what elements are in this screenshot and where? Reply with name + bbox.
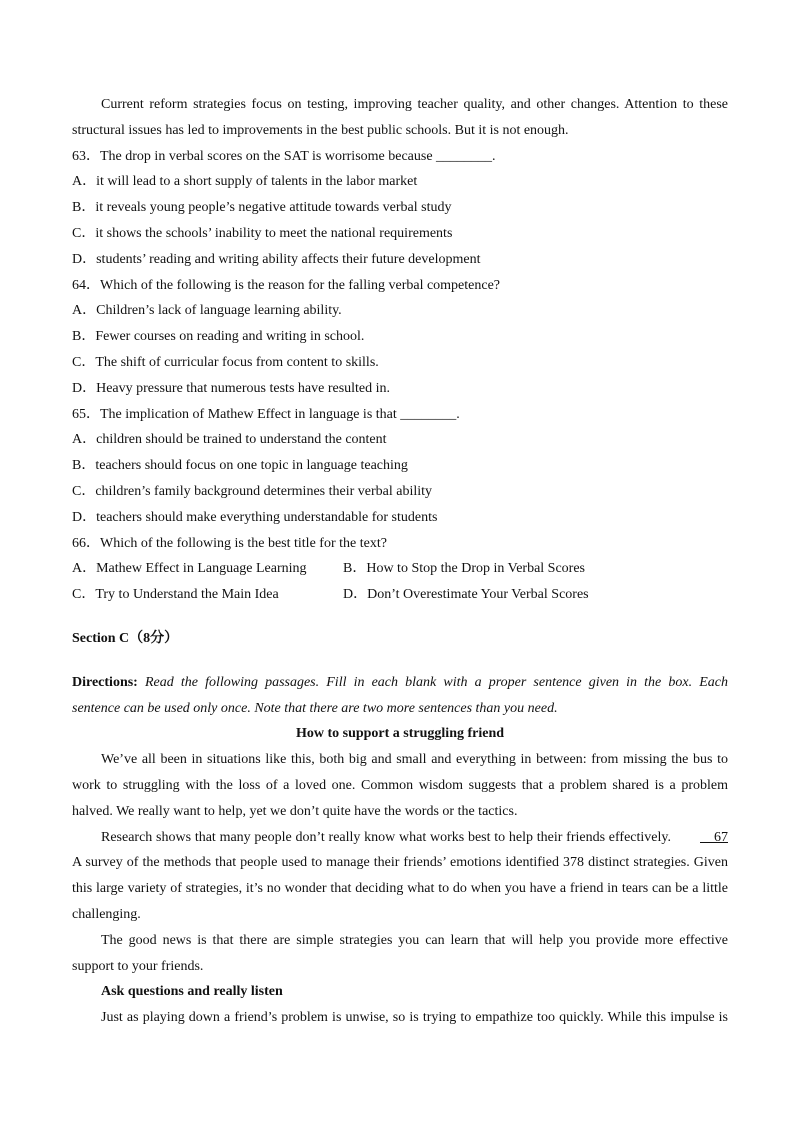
question-stem: 63．The drop in verbal scores on the SAT is worrisome because ________.	[72, 148, 496, 164]
passage-text: Research shows that many people don’t really know what works best to help their friends effectively.	[101, 829, 671, 845]
option-row	[72, 582, 728, 608]
blank-67[interactable]	[671, 825, 728, 851]
answer-option[interactable]: D．students’ reading and writing ability affects their future development	[72, 251, 481, 267]
passage-line: We’ve all been in situations like this, both big and small and everything in between: from missing the bus to	[101, 752, 728, 768]
passage-line: halved. We really want to help, yet we don’t quite have the words or the tactics.	[72, 803, 518, 819]
passage-line: Just as playing down a friend’s problem is unwise, so is trying to empathize too quickly. While this impulse is	[101, 1010, 728, 1026]
passage-line	[72, 825, 728, 851]
exam-page	[72, 92, 728, 1031]
directions-line	[72, 670, 728, 696]
answer-option[interactable]: B．Fewer courses on reading and writing in school.	[72, 329, 365, 345]
blank-number: 67	[714, 829, 728, 845]
question-stem: 65．The implication of Mathew Effect in language is that ________.	[72, 406, 460, 422]
passage-line: challenging.	[72, 906, 141, 922]
passage-line: support to your friends.	[72, 958, 204, 974]
answer-option[interactable]: C．children’s family background determines their verbal ability	[72, 483, 433, 499]
spacer	[72, 652, 728, 670]
passage-line: work to struggling with the loss of a loved one. Common wisdom suggests that a problem shared is a problem	[72, 777, 728, 793]
answer-option[interactable]: B．it reveals young people’s negative attitude towards verbal study	[72, 200, 452, 216]
answer-option[interactable]: A．Children’s lack of language learning ability.	[72, 303, 342, 319]
question-stem: 66．Which of the following is the best title for the text?	[72, 535, 387, 551]
passage-line: this large variety of strategies, it’s no wonder that deciding what to do when you have a friend in tears can be a little	[72, 881, 728, 897]
answer-option[interactable]: C．The shift of curricular focus from content to skills.	[72, 354, 379, 370]
passage-line: A survey of the methods that people used to manage their friends’ emotions identified 378 distinct strategies. Given	[72, 855, 728, 871]
answer-option[interactable]: D．teachers should make everything understandable for students	[72, 509, 438, 525]
section-heading: Section C（8分）	[72, 630, 179, 646]
directions-line: sentence can be used only once. Note that there are two more sentences than you need.	[72, 700, 558, 716]
passage-line: Current reform strategies focus on testing, improving teacher quality, and other changes. Attention to these	[101, 97, 728, 112]
answer-option[interactable]: C．Try to Understand the Main Idea	[72, 587, 279, 603]
answer-option[interactable]: A．it will lead to a short supply of talents in the labor market	[72, 174, 418, 190]
question-stem: 64．Which of the following is the reason for the falling verbal competence?	[72, 277, 501, 293]
answer-option[interactable]: C．it shows the schools’ inability to meet the national requirements	[72, 225, 453, 241]
answer-option[interactable]: B．teachers should focus on one topic in language teaching	[72, 458, 408, 474]
passage-line: structural issues has led to improvements in the best public schools. But it is not enough.	[72, 122, 569, 138]
answer-option[interactable]: B．How to Stop the Drop in Verbal Scores	[343, 561, 585, 577]
directions-text: Read the following passages. Fill in each blank with a proper sentence given in the box. Each	[137, 674, 728, 690]
passage-subheading: Ask questions and really listen	[101, 984, 283, 1000]
spacer	[72, 608, 728, 626]
answer-option[interactable]: D．Heavy pressure that numerous tests have resulted in.	[72, 380, 391, 396]
passage-title: How to support a struggling friend	[295, 726, 505, 742]
directions-label: Directions:	[72, 674, 138, 690]
passage-line: The good news is that there are simple strategies you can learn that will help you provide more effective	[101, 932, 728, 948]
answer-option[interactable]: D．Don’t Overestimate Your Verbal Scores	[343, 587, 589, 603]
option-row	[72, 556, 728, 582]
answer-option[interactable]: A．Mathew Effect in Language Learning	[72, 561, 307, 577]
answer-option[interactable]: A．children should be trained to understand the content	[72, 432, 387, 448]
